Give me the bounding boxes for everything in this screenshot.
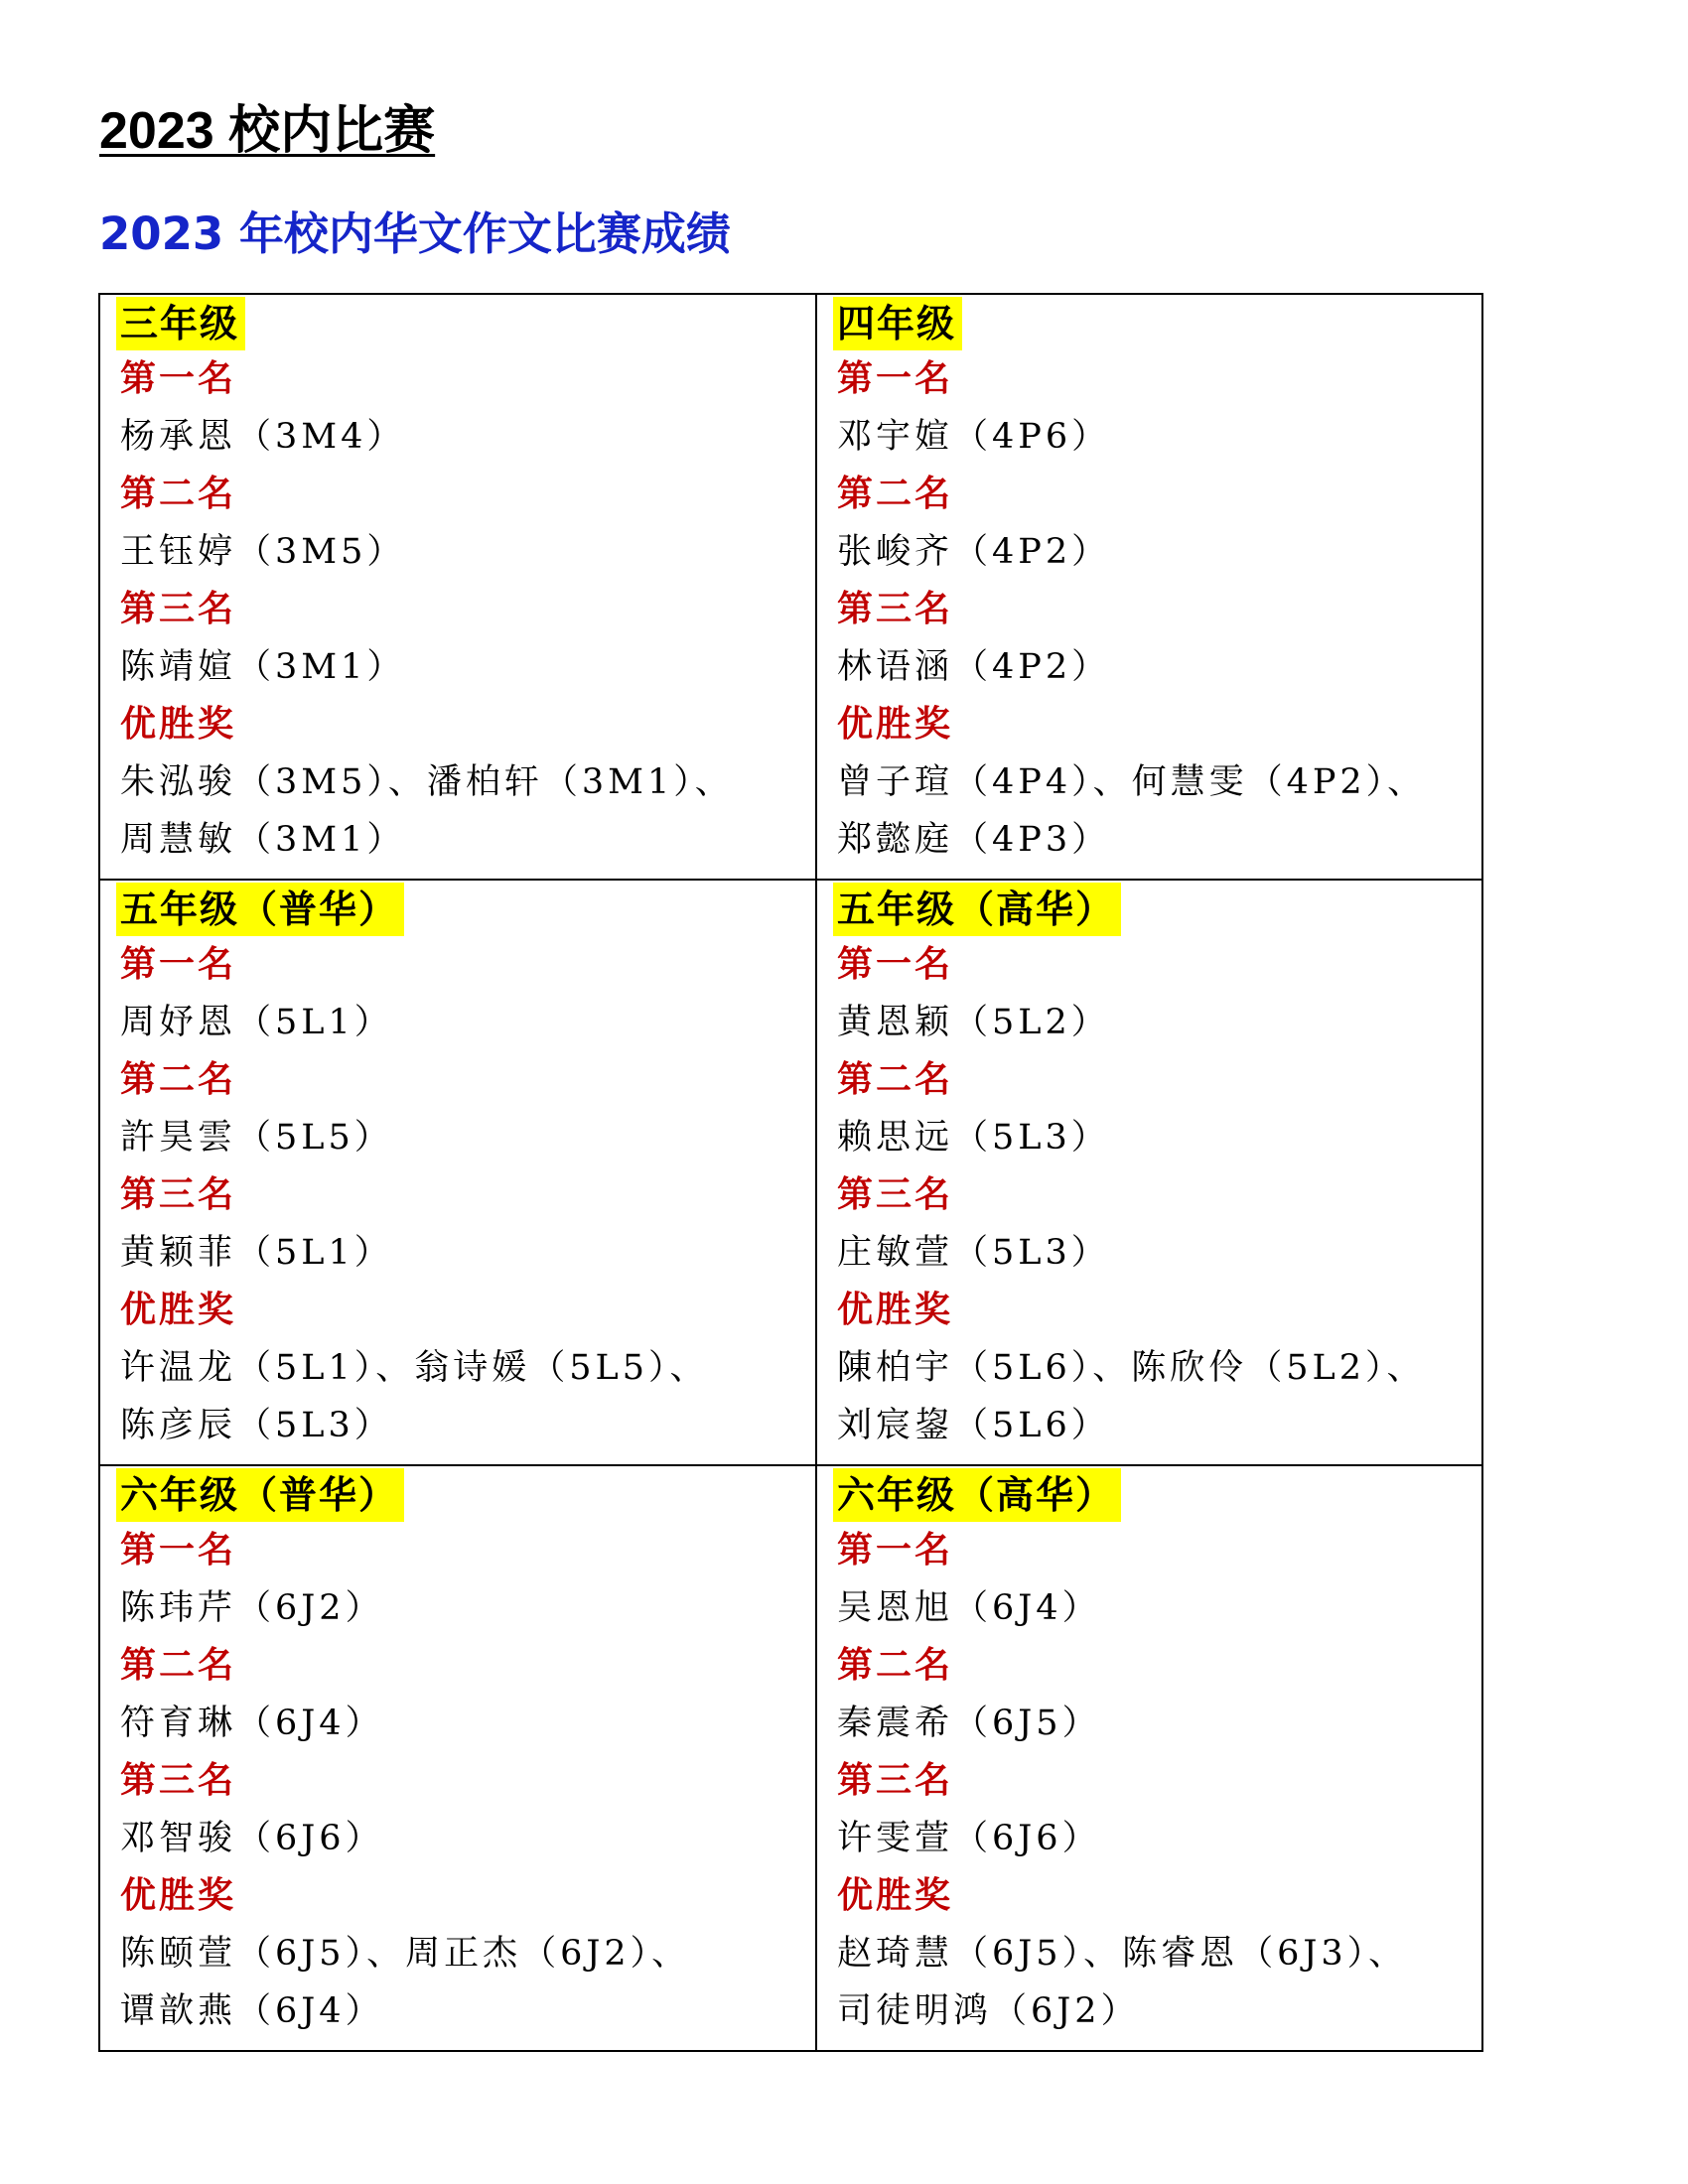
third-place-name: 庄敏萱（5L3） xyxy=(837,1233,1110,1273)
first-place-name: 陈玮芹（6J2） xyxy=(120,1588,384,1628)
merit-award-label: 优胜奖 xyxy=(120,1875,237,1916)
table-row xyxy=(99,1465,1482,2051)
first-place-name: 周妤恩（5L1） xyxy=(120,1003,393,1042)
second-place-label: 第二名 xyxy=(120,1059,237,1100)
table-row xyxy=(99,294,1482,880)
merit-names-line: 陈颐萱（6J5）、周正杰（6J2）、 xyxy=(120,1934,691,1974)
third-place-label: 第三名 xyxy=(837,589,954,629)
grade-cell-p5-standard xyxy=(99,880,816,1465)
page-title: 2023 校内比赛 xyxy=(99,102,436,160)
first-place-label: 第一名 xyxy=(837,1530,954,1570)
first-place-name: 杨承恩（3M4） xyxy=(120,417,406,457)
third-place-label: 第三名 xyxy=(120,1760,237,1801)
first-place-label: 第一名 xyxy=(120,358,237,399)
merit-names-line: 朱泓骏（3M5）、潘柏轩（3M1）、 xyxy=(120,762,734,802)
second-place-name: 秦震希（6J5） xyxy=(837,1704,1101,1743)
grade-title: 五年级（普华） xyxy=(116,883,404,936)
merit-award-label: 优胜奖 xyxy=(120,704,237,745)
second-place-label: 第二名 xyxy=(120,1645,237,1686)
merit-names-line: 许温龙（5L1）、翁诗媛（5L5）、 xyxy=(120,1348,709,1388)
merit-award-label: 优胜奖 xyxy=(120,1290,237,1330)
merit-names-line: 陈彦辰（5L3） xyxy=(120,1406,393,1445)
second-place-name: 許昊雲（5L5） xyxy=(120,1118,393,1158)
second-place-name: 张峻齐（4P2） xyxy=(837,532,1111,572)
first-place-label: 第一名 xyxy=(837,944,954,985)
page-subtitle: 2023 年校内华文作文比赛成绩 xyxy=(99,207,731,260)
grade-title: 四年级 xyxy=(833,297,962,350)
merit-names-line: 刘宸鋆（5L6） xyxy=(837,1406,1110,1445)
first-place-label: 第一名 xyxy=(837,358,954,399)
second-place-name: 符育琳（6J4） xyxy=(120,1704,384,1743)
third-place-label: 第三名 xyxy=(120,1174,237,1215)
first-place-name: 吴恩旭（6J4） xyxy=(837,1588,1101,1628)
grade-title: 三年级 xyxy=(116,297,245,350)
merit-names-line: 陳柏宇（5L6）、陈欣伶（5L2）、 xyxy=(837,1348,1426,1388)
second-place-label: 第二名 xyxy=(837,1645,954,1686)
merit-names-line: 周慧敏（3M1） xyxy=(120,820,406,860)
grade-cell-p6-higher xyxy=(816,1465,1482,2051)
third-place-name: 邓智骏（6J6） xyxy=(120,1819,384,1858)
table-row xyxy=(99,880,1482,1465)
third-place-name: 许雯萱（6J6） xyxy=(837,1819,1101,1858)
merit-names-line: 谭歆燕（6J4） xyxy=(120,1991,384,2031)
grade-title: 五年级（高华） xyxy=(833,883,1121,936)
merit-names-line: 曾子瑄（4P4）、何慧雯（4P2）、 xyxy=(837,762,1427,802)
merit-names-line: 赵琦慧（6J5）、陈睿恩（6J3）、 xyxy=(837,1934,1408,1974)
third-place-name: 黄颖菲（5L1） xyxy=(120,1233,393,1273)
second-place-label: 第二名 xyxy=(837,1059,954,1100)
results-table xyxy=(98,293,1483,2052)
merit-names-line: 郑懿庭（4P3） xyxy=(837,820,1111,860)
first-place-label: 第一名 xyxy=(120,1530,237,1570)
third-place-label: 第三名 xyxy=(120,589,237,629)
second-place-label: 第二名 xyxy=(837,474,954,514)
merit-award-label: 优胜奖 xyxy=(837,1875,954,1916)
merit-award-label: 优胜奖 xyxy=(837,704,954,745)
third-place-label: 第三名 xyxy=(837,1760,954,1801)
grade-cell-p4 xyxy=(816,294,1482,880)
grade-title: 六年级（高华） xyxy=(833,1468,1121,1522)
first-place-label: 第一名 xyxy=(120,944,237,985)
third-place-name: 陈靖媗（3M1） xyxy=(120,647,406,687)
first-place-name: 黄恩颖（5L2） xyxy=(837,1003,1110,1042)
grade-cell-p5-higher xyxy=(816,880,1482,1465)
grade-cell-p3 xyxy=(99,294,816,880)
third-place-name: 林语涵（4P2） xyxy=(837,647,1111,687)
grade-title: 六年级（普华） xyxy=(116,1468,404,1522)
second-place-label: 第二名 xyxy=(120,474,237,514)
merit-names-line: 司徒明鸿（6J2） xyxy=(837,1991,1140,2031)
grade-cell-p6-standard xyxy=(99,1465,816,2051)
merit-award-label: 优胜奖 xyxy=(837,1290,954,1330)
second-place-name: 王钰婷（3M5） xyxy=(120,532,406,572)
second-place-name: 赖思远（5L3） xyxy=(837,1118,1110,1158)
first-place-name: 邓宇媗（4P6） xyxy=(837,417,1111,457)
third-place-label: 第三名 xyxy=(837,1174,954,1215)
